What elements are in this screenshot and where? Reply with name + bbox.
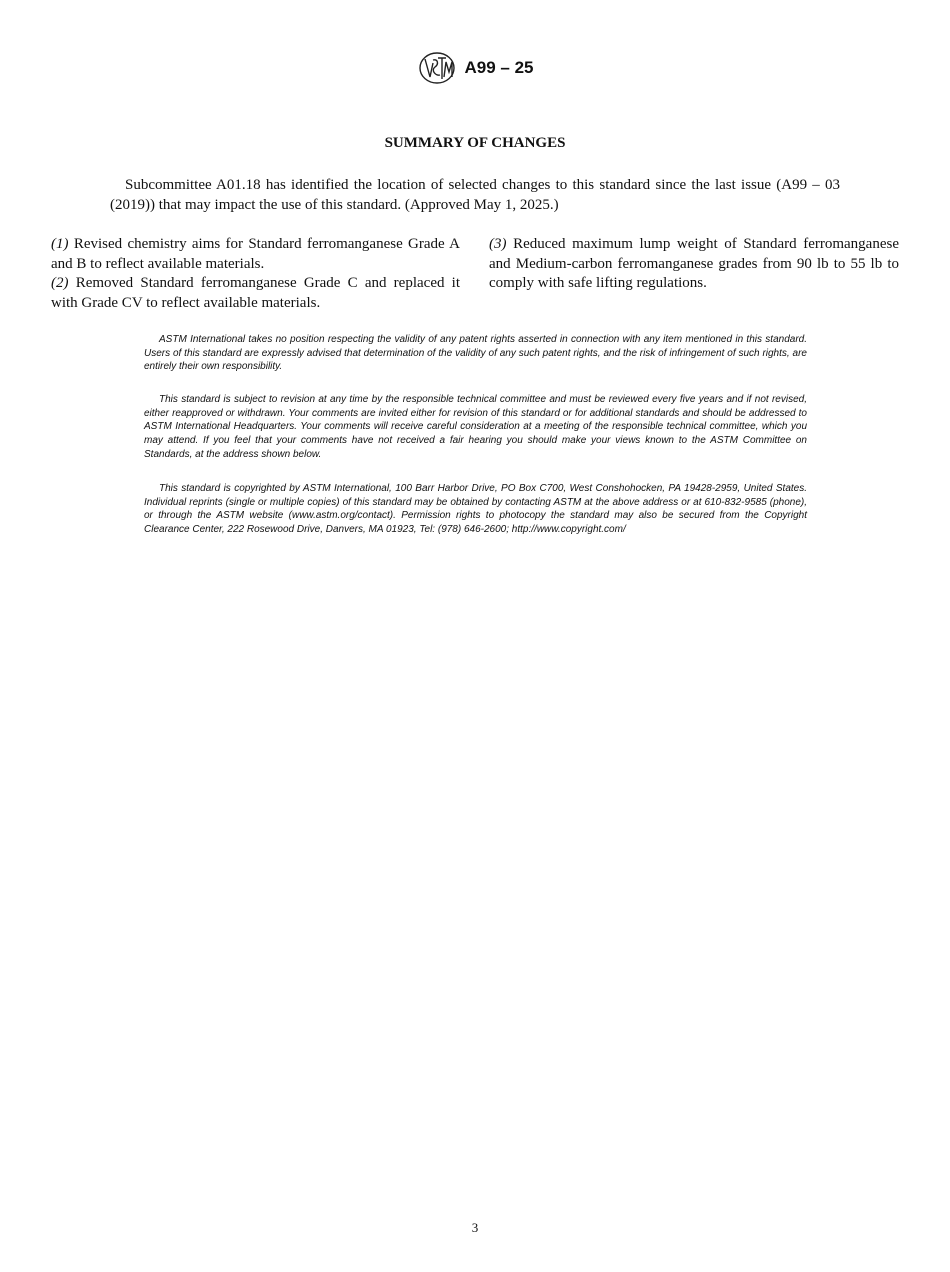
summary-of-changes-title: SUMMARY OF CHANGES: [384, 135, 566, 151]
change-item: [489, 235, 899, 294]
changes-column-right: [489, 235, 899, 294]
change-number: (3): [489, 236, 507, 252]
astm-logo-icon: [417, 50, 457, 86]
revision-notice: This standard is subject to revision at any time by the responsible technical committee and must be reviewed every five years and if not revised, either reapproved or withdrawn. Your comments are invited either for revision of this standard or for additional standards and should be addressed to ASTM International Headquarters. Your comments will receive careful consideration at a meeting of the responsible technical committee, which you may attend. If you feel that your comments have not received a fair hearing you should make your views known to the ASTM Committee on Standards, at the address shown below.: [144, 394, 807, 460]
page-header: [0, 50, 950, 86]
change-text: Removed Standard ferromanganese Grade C and replaced it with Grade CV to reflect available materials.: [51, 275, 460, 311]
change-number: (2): [51, 275, 69, 291]
change-text: Revised chemistry aims for Standard ferromanganese Grade A and B to reflect available materials.: [51, 236, 461, 272]
change-number: (1): [51, 236, 69, 252]
page-number: 3: [471, 1220, 479, 1235]
change-text: Reduced maximum lump weight of Standard ferromanganese and Medium-carbon ferromanganese grades from 90 lb to 55 lb to comply with safe lifting regulations.: [489, 236, 899, 291]
standard-designation: A99 – 25: [464, 58, 534, 77]
change-item: [51, 235, 460, 274]
patent-notice: ASTM International takes no position respecting the validity of any patent rights asserted in connection with any item mentioned in this standard. Users of this standard are expressly advised that determination of the validity of any such patent rights, and the risk of infringement of such rights, are entirely their own responsibility.: [144, 334, 807, 373]
copyright-notice: This standard is copyrighted by ASTM International, 100 Barr Harbor Drive, PO Box C700, West Conshohocken, PA 19428-2959, United States. Individual reprints (single or multiple copies) of this standard may be obtained by contacting ASTM at the above address or at 610-832-9585 (phone), or through the ASTM website (www.astm.org/contact). Permission rights to photocopy the standard may also be secured from the Copyright Clearance Center, 222 Rosewood Drive, Danvers, MA 01923, Tel: (978) 646-2600; http://www.copyright.com/: [144, 483, 807, 536]
change-item: [51, 274, 460, 313]
summary-intro: Subcommittee A01.18 has identified the location of selected changes to this standard since the last issue (A99 – 03 (2019)) that may impact the use of this standard. (Approved May 1, 2025.): [110, 177, 840, 213]
changes-column-left: [51, 235, 460, 313]
